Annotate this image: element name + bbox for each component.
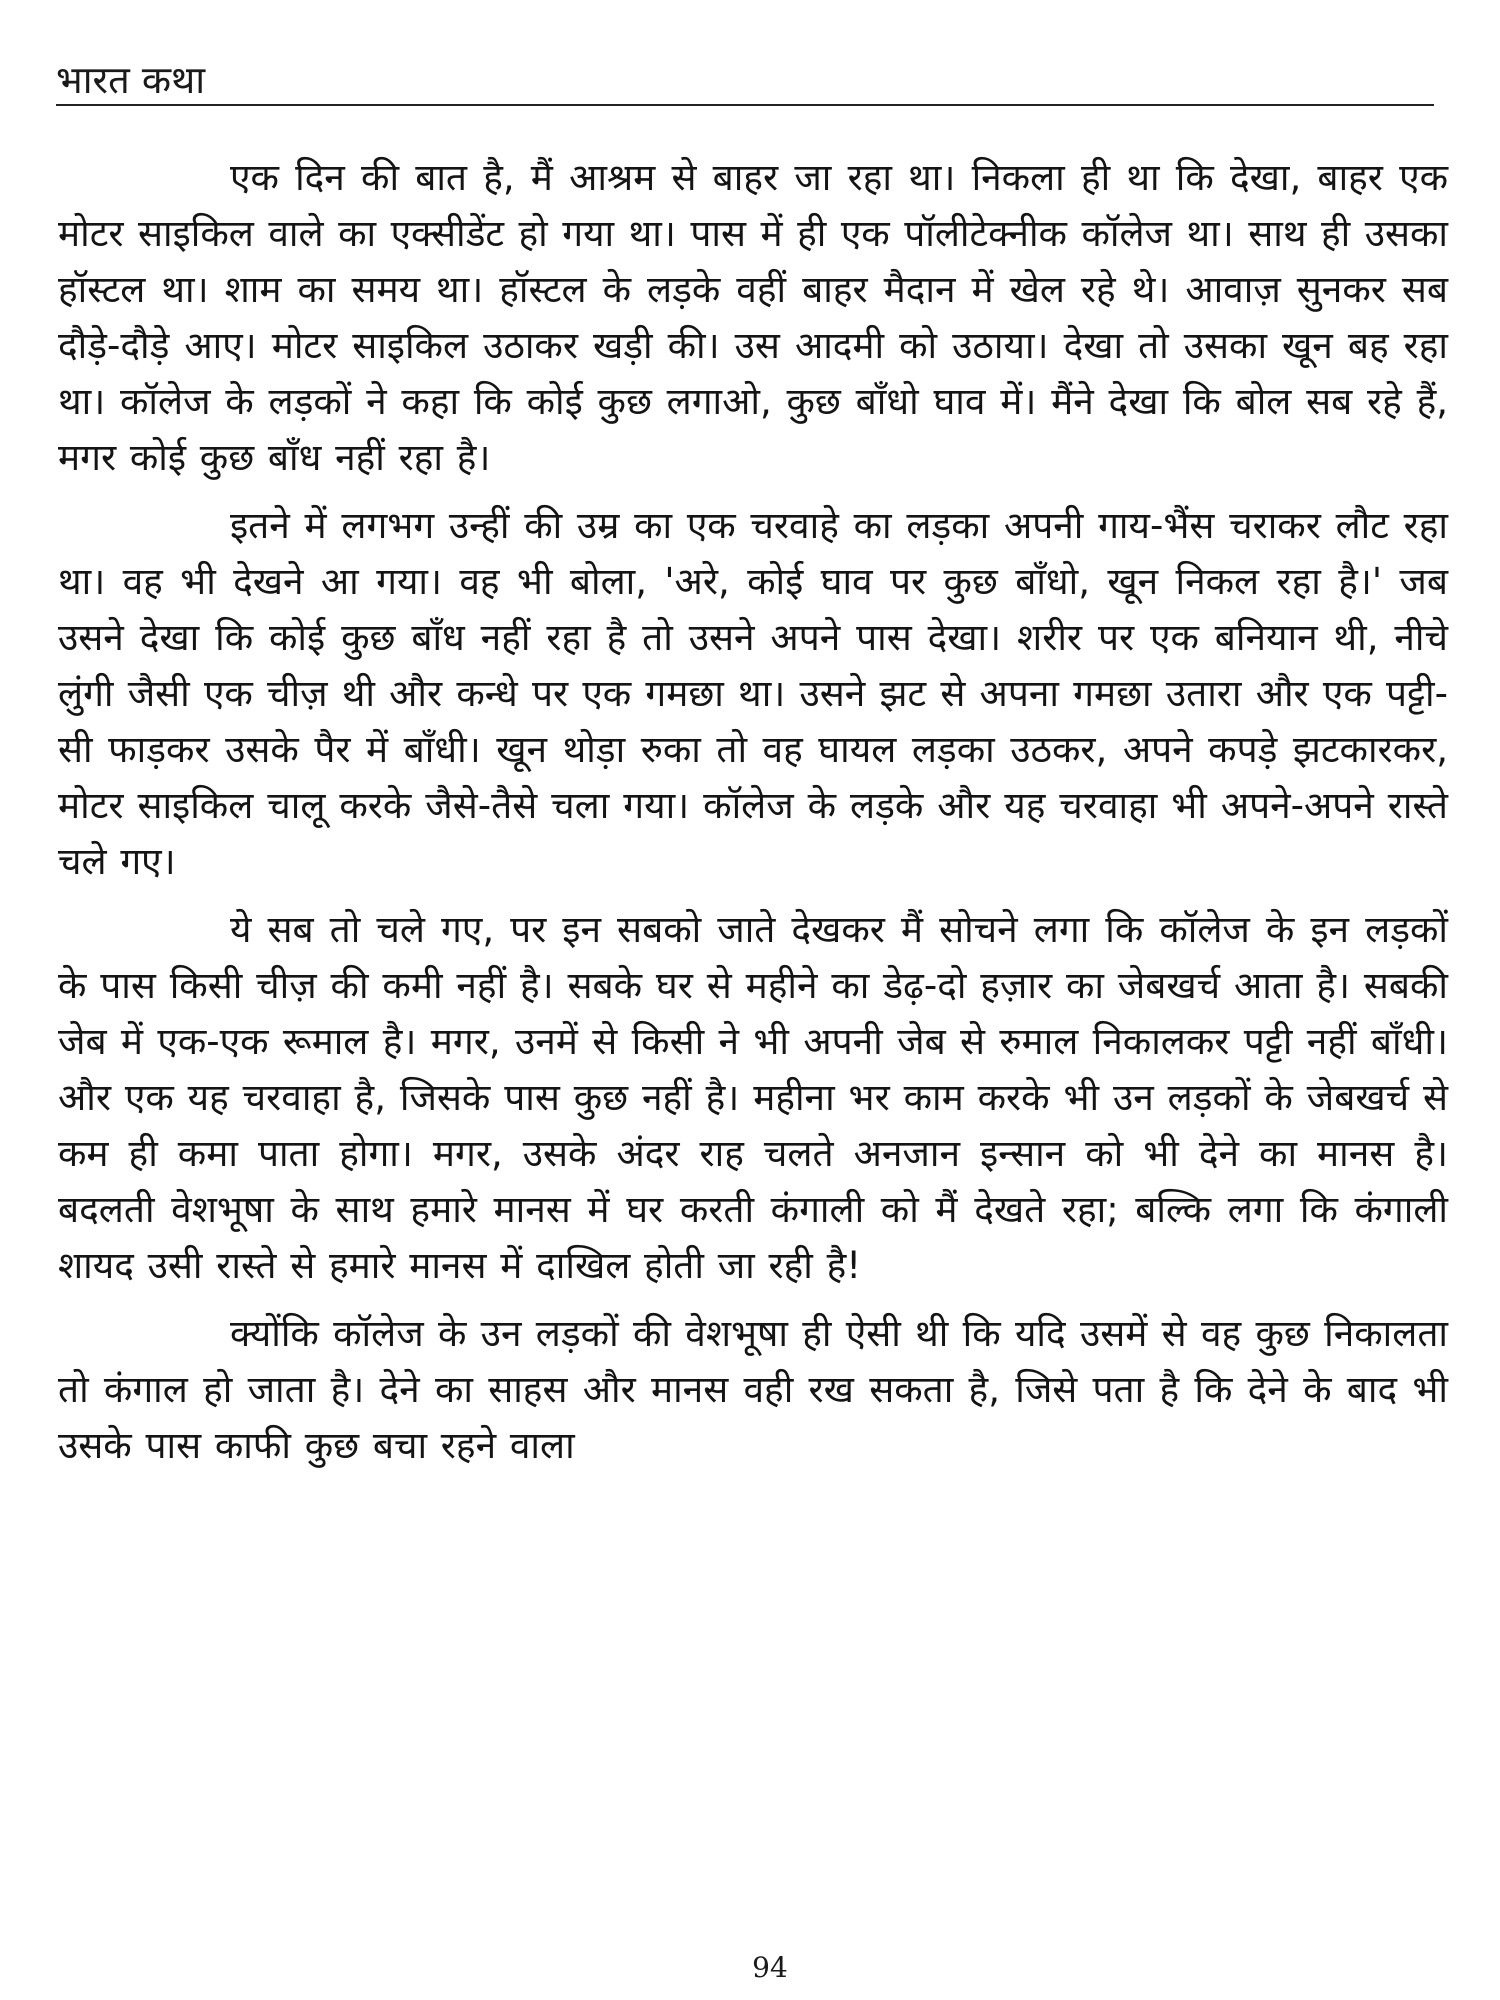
paragraph-cowherd: इतने में लगभग उन्हीं की उम्र का एक चरवाहे का लड़का अपनी गाय-भैंस चराकर लौट रहा था। वह भी देखने आ गया। वह भी बोला, 'अरे, कोई घाव पर कुछ बाँधो, खून निकल रहा है।' जब उसने देखा कि कोई कुछ बाँध नहीं रहा है तो उसने अपने पास देखा। शरीर पर एक बनियान थी, नीचे लुंगी जैसी एक चीज़ थी और कन्धे पर एक गमछा था। उसने झट से अपना गमछा उतारा और एक पट्टी-सी फाड़कर उसके पैर में बाँधी। खून थोड़ा रुका तो वह घायल लड़का उठकर, अपने कपड़े झटकारकर, मोटर साइकिल चालू करके जैसे-तैसे चला गया। कॉलेज के लड़के और यह चरवाहा भी अपने-अपने रास्ते चले गए। — [58, 504, 1448, 883]
paragraph-courage-to-give: क्योंकि कॉलेज के उन लड़कों की वेशभूषा ही ऐसी थी कि यदि उसमें से वह कुछ निकालता तो कंगाल हो जाता है। देने का साहस और मानस वही रख सकता है, जिसे पता है कि देने के बाद भी उसके पास काफी कुछ बचा रहने वाला — [58, 1312, 1448, 1467]
body-text — [58, 150, 1448, 1486]
header-divider — [56, 104, 1434, 106]
running-header-title: भारत कथा — [56, 58, 206, 102]
paragraph-reflection: ये सब तो चले गए, पर इन सबको जाते देखकर मैं सोचने लगा कि कॉलेज के इन लड़कों के पास किसी चीज़ की कमी नहीं है। सबके घर से महीने का डेढ़-दो हज़ार का जेबखर्च आता है। सबकी जेब में एक-एक रूमाल है। मगर, उनमें से किसी ने भी अपनी जेब से रुमाल निकालकर पट्टी नहीं बाँधी। और एक यह चरवाहा है, जिसके पास कुछ नहीं है। महीना भर काम करके भी उन लड़कों के जेबखर्च से कम ही कमा पाता होगा। मगर, उसके अंदर राह चलते अनजान इन्सान को भी देने का मानस है। बदलती वेशभूषा के साथ हमारे मानस में घर करती कंगाली को मैं देखते रहा; बल्कि लगा कि कंगाली शायद उसी रास्ते से हमारे मानस में दाखिल होती जा रही है! — [58, 908, 1448, 1287]
page-number: 94 — [752, 1951, 788, 1984]
paragraph-accident: एक दिन की बात है, मैं आश्रम से बाहर जा रहा था। निकला ही था कि देखा, बाहर एक मोटर साइकिल वाले का एक्सीडेंट हो गया था। पास में ही एक पॉलीटेक्नीक कॉलेज था। साथ ही उसका हॉस्टल था। शाम का समय था। हॉस्टल के लड़के वहीं बाहर मैदान में खेल रहे थे। आवाज़ सुनकर सब दौड़े-दौड़े आए। मोटर साइकिल उठाकर खड़ी की। उस आदमी को उठाया। देखा तो उसका खून बह रहा था। कॉलेज के लड़कों ने कहा कि कोई कुछ लगाओ, कुछ बाँधो घाव में। मैंने देखा कि बोल सब रहे हैं, मगर कोई कुछ बाँध नहीं रहा है। — [58, 156, 1448, 479]
